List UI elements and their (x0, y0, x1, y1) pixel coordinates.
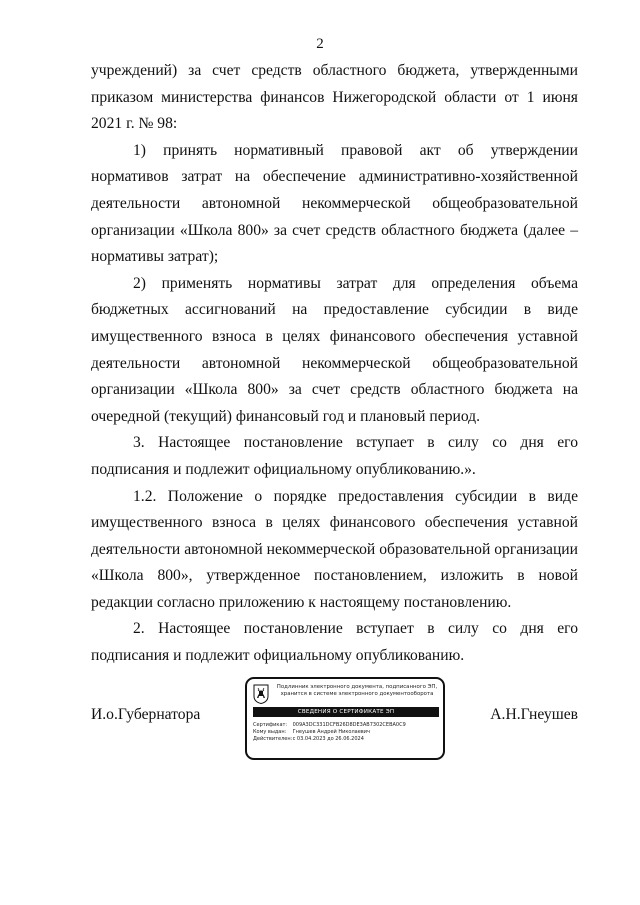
paragraph-point-3: 3. Настоящее постановление вступает в силу со дня его подписания и подлежит официальному опубликованию.». (91, 434, 578, 478)
document-body (91, 58, 578, 670)
stamp-header-line-1: Подлинник электронного документа, подписанного ЭП, (276, 684, 438, 690)
issued-to-label: Кому выдан: (253, 729, 287, 735)
stamp-header-line-2: хранится в системе электронного документооборота (280, 691, 434, 697)
issued-to-value: Гнеушев Андрей Николаевич (292, 729, 370, 735)
signatory-name: А.Н.Гнеушев (490, 706, 578, 723)
validity-label: Действителен: (253, 736, 293, 742)
page-number: 2 (316, 36, 324, 52)
validity-row (253, 736, 441, 743)
signatory-position: И.о.Губернатора (91, 706, 201, 723)
certificate-value: 009A3DC331DCFB26D8DE3AB7302CEBA0C9 (292, 722, 406, 728)
electronic-signature-stamp (245, 677, 445, 760)
paragraph-continuation: учреждений) за счет средств областного бюджета, утвержденными приказом министерства финансов Нижегородской области от 1 июня 2021 г. № 98: (91, 62, 578, 133)
certificate-row (253, 722, 441, 729)
stamp-details (253, 722, 441, 743)
issued-to-row (253, 729, 441, 736)
paragraph-point-1-2: 1.2. Положение о порядке предоставления субсидии в виде имущественного взноса в целях финансового обеспечения уставной деятельности автономной некоммерческой образовательной организации «Школа 800», утвержденное постановлением, изложить в новой редакции согласно приложению к настоящему постановлению. (91, 487, 578, 611)
paragraph-item-2: 2) применять нормативы затрат для определения объема бюджетных ассигнований на предоставление субсидии в виде имущественного взноса в целях финансового обеспечения уставной деятельности автономной некоммерческой общеобразовательной организации «Школа 800» за счет средств областного бюджета на очередной (текущий) финансовый год и плановый период. (91, 274, 578, 425)
certificate-label: Сертификат: (253, 722, 288, 728)
stamp-header (273, 684, 441, 698)
validity-value: с 03.04.2023 до 26.06.2024 (292, 736, 364, 742)
paragraph-item-1: 1) принять нормативный правовой акт об утверждении нормативов затрат на обеспечение административно-хозяйственной деятельности автономной некоммерческой общеобразовательной организации «Школа 800» за счет средств областного бюджета (далее – нормативы затрат); (91, 141, 578, 266)
deer-emblem-icon (253, 684, 269, 704)
paragraph-point-2: 2. Настоящее постановление вступает в силу со дня его подписания и подлежит официальному опубликованию. (91, 620, 578, 665)
stamp-title-bar: СВЕДЕНИЯ О СЕРТИФИКАТЕ ЭП (253, 707, 439, 717)
